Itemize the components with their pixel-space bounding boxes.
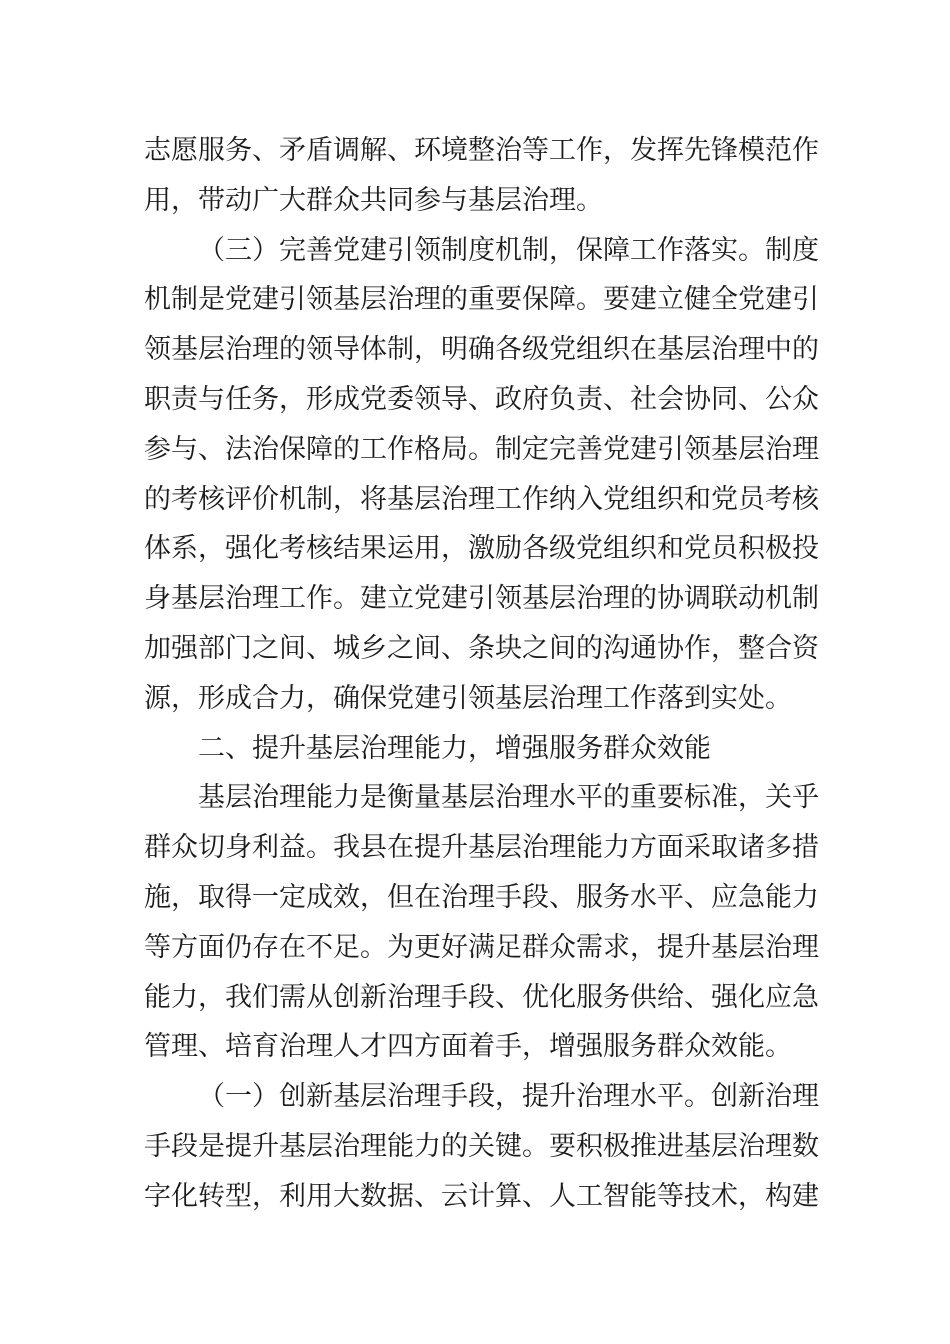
text-line: 机制是党建引领基层治理的重要保障。要建立健全党建引 <box>144 284 819 316</box>
text-line: 志愿服务、矛盾调解、环境整治等工作，发挥先锋模范作 <box>144 135 819 166</box>
text-line: 等方面仍存在不足。为更好满足群众需求，提升基层治理 <box>144 931 819 963</box>
text-line: 管理、培育治理人才四方面着手，增强服务群众效能。 <box>144 1031 792 1063</box>
text-line: 领基层治理的领导体制，明确各级党组织在基层治理中的 <box>144 334 819 366</box>
text-line: 身基层治理工作。建立党建引领基层治理的协调联动机制 <box>144 583 819 615</box>
subsection-heading-line: （一）创新基层治理手段，提升治理水平。创新治理 <box>198 1081 819 1113</box>
text-line: 源，形成合力，确保党建引领基层治理工作落到实处。 <box>144 682 792 714</box>
subsection-heading-line: （三）完善党建引领制度机制，保障工作落实。制度 <box>198 234 819 266</box>
text-line: 的考核评价机制，将基层治理工作纳入党组织和党员考核 <box>144 483 819 515</box>
text-line: 职责与任务，形成党委领导、政府负责、社会协同、公众 <box>144 383 819 415</box>
text-line: 群众切身利益。我县在提升基层治理能力方面采取诸多措 <box>144 832 819 864</box>
text-line: 用，带动广大群众共同参与基层治理。 <box>144 184 603 216</box>
text-line: 体系，强化考核结果运用，激励各级党组织和党员积极投 <box>144 533 819 565</box>
document-body <box>144 126 819 1222</box>
text-line: 参与、法治保障的工作格局。制定完善党建引领基层治理 <box>144 433 819 465</box>
text-line: 字化转型，利用大数据、云计算、人工智能等技术，构建 <box>144 1180 819 1212</box>
section-heading: 二、提升基层治理能力，增强服务群众效能 <box>198 732 711 764</box>
text-line: 施，取得一定成效，但在治理手段、服务水平、应急能力 <box>144 881 819 913</box>
text-line: 加强部门之间、城乡之间、条块之间的沟通协作，整合资 <box>144 632 819 664</box>
text-line: 能力，我们需从创新治理手段、优化服务供给、强化应急 <box>144 981 819 1013</box>
text-line: 手段是提升基层治理能力的关键。要积极推进基层治理数 <box>144 1130 819 1162</box>
text-line: 基层治理能力是衡量基层治理水平的重要标准，关乎 <box>198 782 819 814</box>
